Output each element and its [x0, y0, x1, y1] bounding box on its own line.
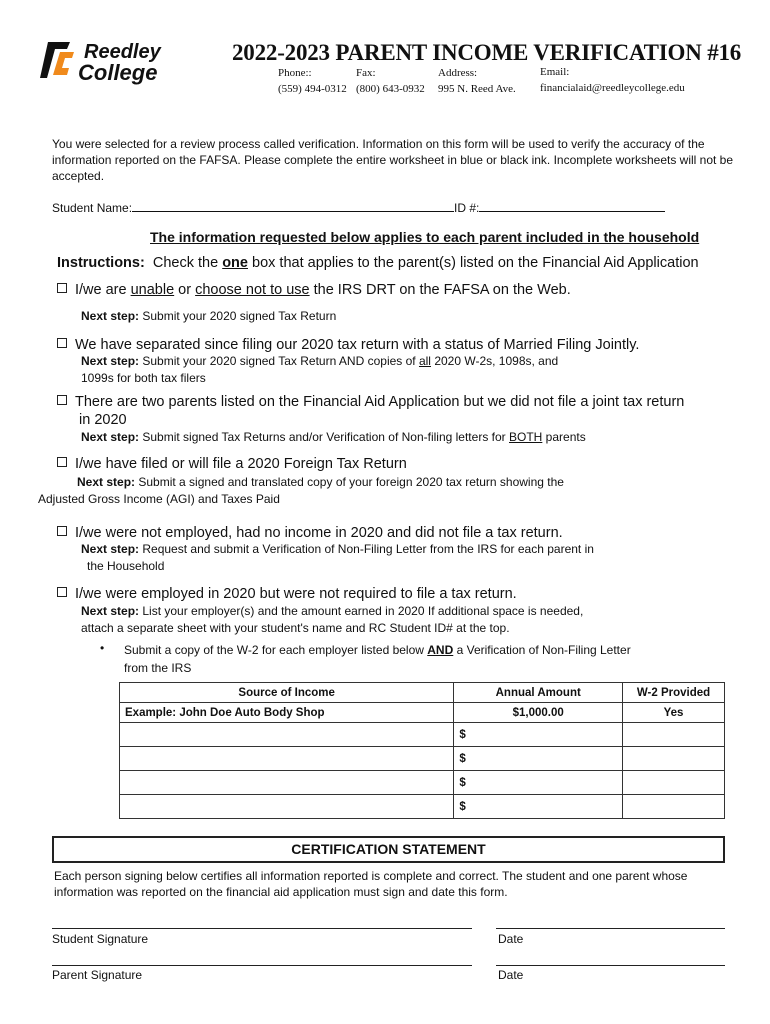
option-two-parents-next-a: Submit signed Tax Returns and/or Verification of Non-filing letters for: [142, 430, 509, 444]
example-source: Example: John Doe Auto Body Shop: [120, 703, 454, 723]
student-date-line[interactable]: [496, 928, 725, 929]
option-separated-next-line2: 1099s for both tax filers: [81, 371, 206, 385]
option-no-income: [57, 525, 563, 542]
form-title: 2022-2023 PARENT INCOME VERIFICATION #16: [232, 40, 742, 65]
option-drt-checkbox[interactable]: [57, 283, 67, 293]
option-two-parents-next-both: BOTH: [509, 430, 543, 444]
option-no-income-next-line2: the Household: [87, 559, 165, 573]
table-row: [120, 747, 725, 771]
option-separated-next-a: Submit your 2020 signed Tax Return AND copies of: [142, 354, 419, 368]
email-label: Email:: [540, 66, 570, 78]
email-value: financialaid@reedleycollege.edu: [540, 82, 685, 94]
option-employed-next-step: [81, 603, 583, 619]
amount-cell[interactable]: $: [454, 795, 623, 819]
instructions-post: box that applies to the parent(s) listed on the Financial Aid Application: [247, 255, 699, 271]
next-step-label: Next step:: [77, 475, 136, 489]
reedley-college-logo-graphic: [38, 38, 210, 86]
address-value: 995 N. Reed Ave.: [438, 83, 516, 95]
example-w2: Yes: [623, 703, 725, 723]
student-id-label: ID #:: [454, 201, 480, 215]
reedley-college-logo: [38, 38, 210, 86]
amount-cell[interactable]: $: [454, 747, 623, 771]
instructions: [57, 255, 699, 271]
w2-cell[interactable]: [623, 747, 725, 771]
option-employed-checkbox[interactable]: [57, 587, 67, 597]
income-table: [119, 682, 725, 819]
bullet-post: a Verification of Non-Filing Letter: [453, 643, 631, 657]
w2-cell[interactable]: [623, 795, 725, 819]
option-foreign-next-step: [77, 474, 564, 490]
logo-text-reedley: Reedley: [84, 41, 161, 63]
next-step-label: Next step:: [81, 354, 140, 368]
option-no-income-text: I/we were not employed, had no income in 2020 and did not file a tax return.: [75, 525, 563, 541]
instructions-emphasis: one: [222, 255, 248, 271]
option-employed-text: I/we were employed in 2020 but were not required to file a tax return.: [75, 586, 517, 602]
option-foreign: [57, 456, 407, 473]
option-drt-next-text: Submit your 2020 signed Tax Return: [142, 309, 337, 323]
income-table-header: [120, 683, 725, 703]
phone-label: Phone::: [278, 67, 312, 79]
w2-cell[interactable]: [623, 771, 725, 795]
fax-label: Fax:: [356, 67, 376, 79]
bullet-pre: Submit a copy of the W-2 for each employer listed below: [124, 643, 428, 657]
header-amount: Annual Amount: [454, 683, 623, 703]
student-signature-line[interactable]: [52, 928, 472, 929]
option-two-parents-next-c: parents: [542, 430, 586, 444]
option-drt-text-c: or: [174, 282, 196, 298]
student-info-line: [52, 200, 665, 215]
student-id-field[interactable]: [479, 200, 665, 212]
header-source: Source of Income: [120, 683, 454, 703]
fax-value: (800) 643-0932: [356, 83, 425, 95]
income-table-example-row: [120, 703, 725, 723]
option-no-income-checkbox[interactable]: [57, 526, 67, 536]
parent-date-label: Date: [498, 968, 524, 982]
table-row: [120, 723, 725, 747]
bullet-text: [124, 641, 724, 677]
table-row: [120, 795, 725, 819]
student-date-label: Date: [498, 932, 524, 946]
option-employed: [57, 586, 517, 603]
option-two-parents-next-step: [81, 429, 586, 445]
student-signature-label: Student Signature: [52, 932, 149, 946]
source-cell[interactable]: [120, 747, 454, 771]
option-foreign-next-text: Submit a signed and translated copy of your foreign 2020 tax return showing the: [138, 475, 564, 489]
option-two-parents-line2: in 2020: [79, 412, 127, 428]
amount-cell[interactable]: $: [454, 771, 623, 795]
option-no-income-next-step: [81, 541, 594, 557]
instructions-pre: Check the: [152, 255, 223, 271]
header-w2: W-2 Provided: [623, 683, 725, 703]
option-drt-choose-not: choose not to use: [195, 282, 310, 298]
w2-cell[interactable]: [623, 723, 725, 747]
option-drt-text-e: the IRS DRT on the FAFSA on the Web.: [309, 282, 571, 298]
source-cell[interactable]: [120, 723, 454, 747]
certification-heading: CERTIFICATION STATEMENT: [52, 836, 725, 863]
option-two-parents-text: There are two parents listed on the Financial Aid Application but we did not file a joint tax return: [75, 394, 685, 410]
option-separated-text: We have separated since filing our 2020 tax return with a status of Married Filing Jointly.: [75, 337, 640, 353]
option-two-parents: [57, 394, 684, 411]
option-foreign-text: I/we have filed or will file a 2020 Foreign Tax Return: [75, 456, 407, 472]
option-two-parents-checkbox[interactable]: [57, 395, 67, 405]
option-foreign-next-line2: Adjusted Gross Income (AGI) and Taxes Paid: [38, 492, 280, 506]
next-step-label: Next step:: [81, 604, 140, 618]
next-step-label: Next step:: [81, 309, 140, 323]
amount-cell[interactable]: $: [454, 723, 623, 747]
section-heading: The information requested below applies to each parent included in the household: [150, 229, 700, 245]
option-separated: [57, 337, 639, 354]
student-name-field[interactable]: [132, 200, 454, 212]
option-foreign-checkbox[interactable]: [57, 457, 67, 467]
bullet-line2: from the IRS: [124, 661, 192, 675]
option-drt-unable: unable: [130, 282, 175, 298]
option-separated-next-all: all: [418, 354, 431, 368]
next-step-label: Next step:: [81, 542, 140, 556]
student-name-label: Student Name:: [52, 201, 133, 215]
parent-date-line[interactable]: [496, 965, 725, 966]
table-row: [120, 771, 725, 795]
instructions-label: Instructions:: [57, 255, 145, 271]
option-drt-text-a: I/we are: [75, 282, 131, 298]
option-separated-next-c: 2020 W-2s, 1098s, and: [430, 354, 559, 368]
parent-signature-line[interactable]: [52, 965, 472, 966]
logo-text-college: College: [78, 60, 158, 85]
example-amount: $1,000.00: [454, 703, 623, 723]
option-employed-next-line2: attach a separate sheet with your student's name and RC Student ID# at the top.: [81, 621, 510, 635]
option-employed-next-text: List your employer(s) and the amount earned in 2020 If additional space is needed,: [142, 604, 584, 618]
source-cell[interactable]: [120, 771, 454, 795]
bullet-icon: •: [100, 641, 105, 655]
option-drt-next-step: [81, 308, 336, 324]
option-drt: [57, 282, 571, 299]
source-cell[interactable]: [120, 795, 454, 819]
phone-value: (559) 494-0312: [278, 83, 347, 95]
intro-paragraph: You were selected for a review process called verification. Information on this form will be used to verify the accuracy of the information reported on the FAFSA. Please complete the entire worksheet in blue or black ink. Incomplete worksheets will not be accepted.: [52, 137, 734, 183]
certification-text: Each person signing below certifies all information reported is complete and correct. The student and one parent whose information was reported on the financial aid application must sign and date this form.: [54, 869, 688, 899]
option-separated-next-step: [81, 353, 558, 369]
next-step-label: Next step:: [81, 430, 140, 444]
parent-signature-label: Parent Signature: [52, 968, 143, 982]
bullet-and: AND: [427, 643, 454, 657]
option-no-income-next-text: Request and submit a Verification of Non-Filing Letter from the IRS for each parent in: [142, 542, 594, 556]
address-label: Address:: [438, 67, 478, 79]
option-separated-checkbox[interactable]: [57, 338, 67, 348]
